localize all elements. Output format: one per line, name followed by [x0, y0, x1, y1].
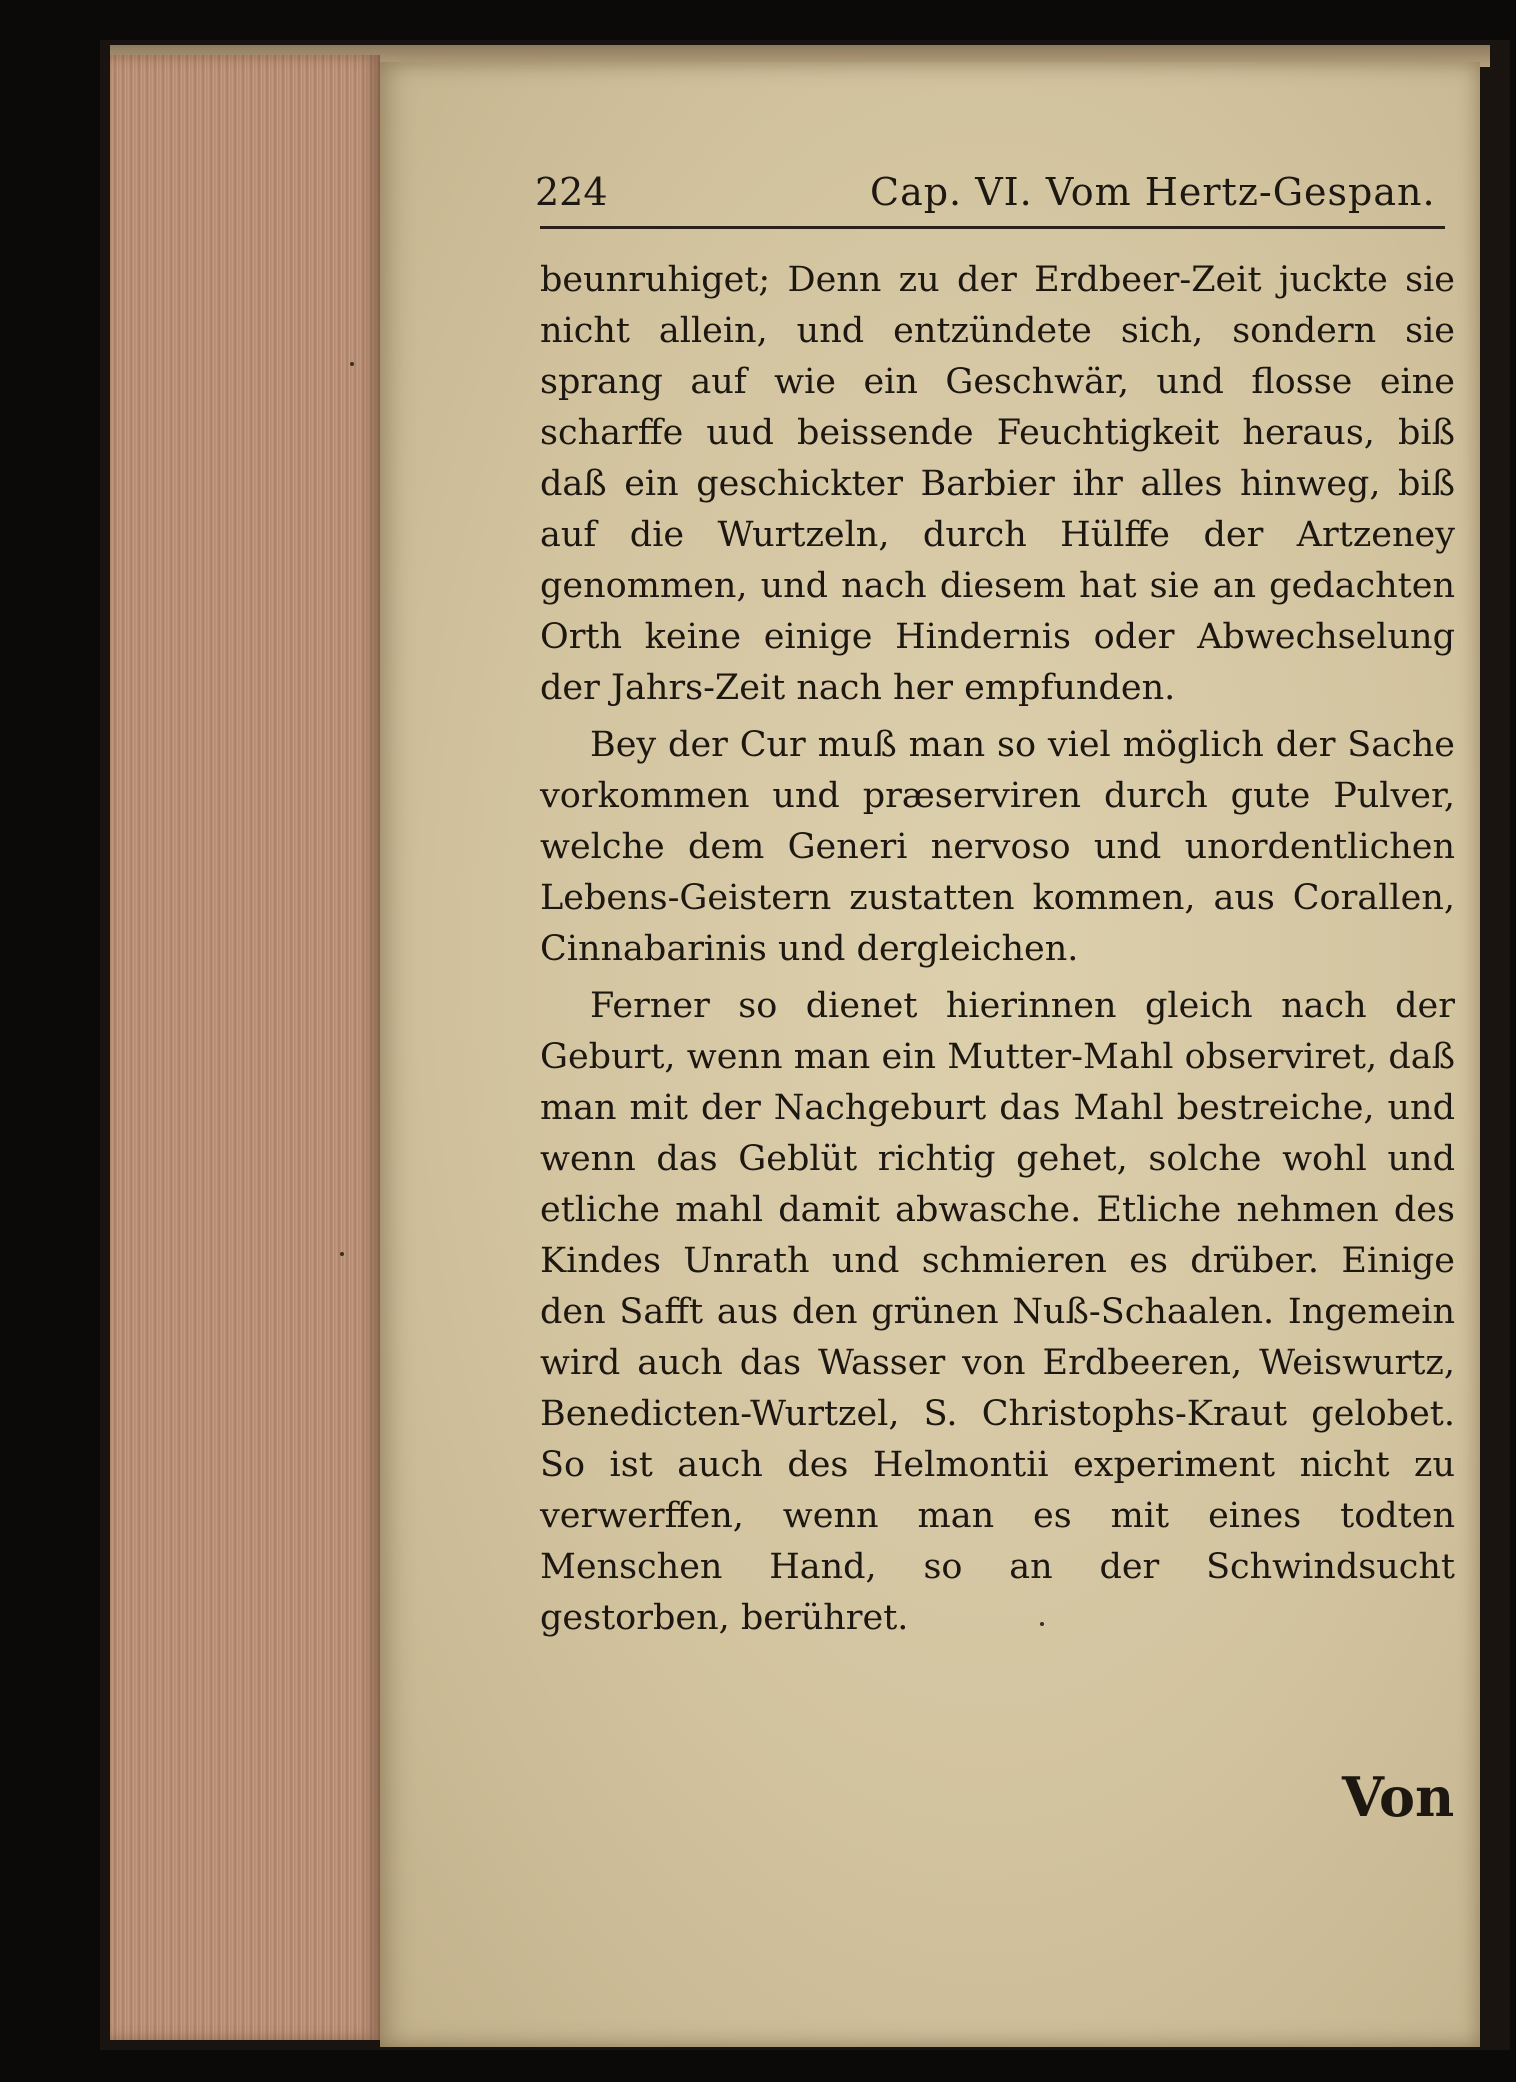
- paper-speck: [350, 362, 354, 366]
- page-block-edge: [110, 55, 380, 2040]
- page-header: [160, 170, 1460, 230]
- paragraph-remedies: Ferner so dienet hierinnen gleich nach der Geburt, wenn man ein Mutter-Mahl observiret, daß man mit der Nachgeburt das Mahl bestreiche, und wenn das Geblüt richtig gehet, solche wohl und etliche mahl damit abwasche. Etliche nehmen des Kindes Unrath und schmieren es drüber. Einige den Safft aus den grünen Nuß-Schaalen. Ingemein wird auch das Wasser von Erdbeeren, Weiswurtz, Benedicten-Wurtzel, S. Christophs-Kraut gelobet. So ist auch des Helmontii experiment nicht zu verwerffen, wenn man es mit eines todten Menschen Hand, so an der Schwindsucht gestorben, berühret.: [540, 986, 1455, 1638]
- catchword: Von: [1342, 1765, 1455, 1829]
- header-rule: [540, 226, 1445, 229]
- page-number: 224: [535, 170, 608, 214]
- running-title: Cap. VI. Vom Hertz-Gespan.: [870, 170, 1436, 214]
- paper-speck: [340, 1252, 344, 1256]
- paragraph-continuation: beunruhiget; Denn zu der Erdbeer-Zeit juckte sie nicht allein, und entzündete sich, sondern sie sprang auf wie ein Geschwär, und flosse eine scharffe uud beissende Feuchtigkeit heraus, biß daß ein geschickter Barbier ihr alles hinweg, biß auf die Wurtzeln, durch Hülffe der Artzeney genommen, und nach diesem hat sie an gedachten Orth keine einige Hindernis oder Abwechselung der Jahrs-Zeit nach her empfunden.: [540, 260, 1455, 708]
- page-body: [540, 255, 1455, 1644]
- paragraph-cure: Bey der Cur muß man so viel möglich der Sache vorkommen und præserviren durch gute Pulver, welche dem Generi nervoso und unordentlichen Lebens-Geistern zustatten kommen, aus Corallen, Cinnabarinis und dergleichen.: [540, 725, 1455, 969]
